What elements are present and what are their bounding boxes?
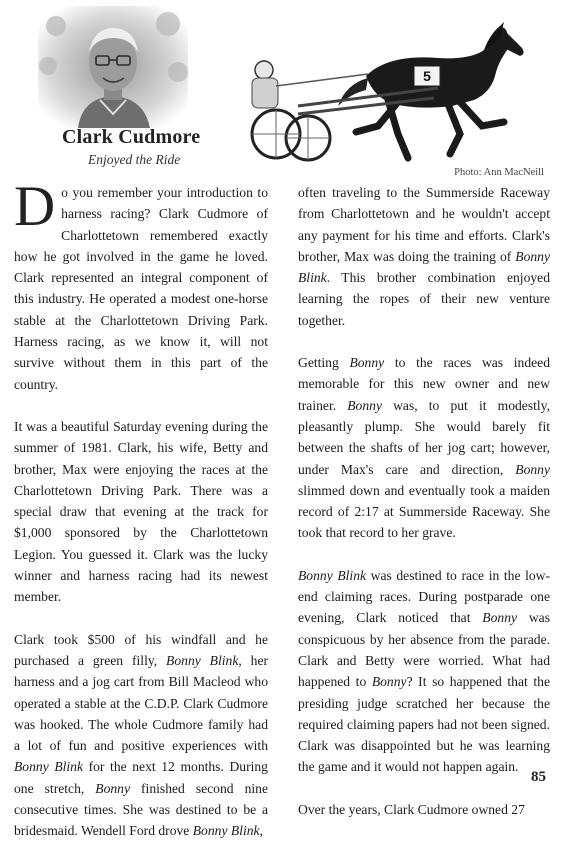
text-run: . This brother combination enjoyed learning the ropes of their new venture together. [298,270,550,328]
paragraph [298,352,550,544]
article-subtitle: Enjoyed the Ride [88,152,181,167]
text-run: ? It so happened that the presiding judge scratched her because the required claiming papers had not been signed. Clark was disappointed but he was learning the game and it would not happen again. [298,674,550,775]
horse-name: Bonny Blink [192,823,260,839]
text-run: often traveling to the Summerside Raceway from Charlottetown and he wouldn't accept any payment for his time and efforts. Clark's brother, Max was doing the training of [298,185,550,264]
horse-sulky-image [238,14,538,174]
text-run: was destined to race in the low-end claiming races. During postparade one evening, Clark noticed that [298,567,550,626]
paragraph [298,182,550,331]
text-run: , [259,823,263,839]
paragraph: It was a beautiful Saturday evening during the summer of 1981. Clark, his wife, Betty and brother, Max were enjoying the races at the Charlottetown Driving Park. There was a special draw that evening at the track for $1,000 sponsored by the Charlottetown Legion. You guessed it. Clark was the lucky winner and harness racing had its newest member. [14,418,268,605]
portrait-image [38,6,188,128]
horse-name: Bonny [349,355,385,371]
left-column [14,175,269,863]
text-run: Clark took $500 of his windfall and he purchased a green filly, [14,631,268,668]
text-run: was conspicuous by her absence from the parade. Clark and Betty were worried. What had happened to [298,610,550,690]
saddle-number: 5 [423,68,431,84]
text-run: Getting [298,355,350,371]
horse-name: Bonny [371,674,407,690]
text-run: to the races was indeed memorable for this new owner and new trainer. [298,355,550,413]
paragraph-text: o you remember your introduction to harness racing? Clark Cudmore of Charlottetown remembered exactly how he got involved in the game he loved. Clark represented an integral component of this industry. He operated a modest one-horse stable at the Charlottetown Driving Park. Harness racing, as we know it, will not survive without them in this part of the country. [14,185,268,392]
photo-credit: Photo: Ann MacNeill [454,167,544,178]
horse-name: Bonny [482,610,518,626]
text-run: was, to put it modestly, pleasantly plump. She would barely fit between the shafts of her jog cart; however, under Max's care and direction, [298,397,550,477]
paragraph [298,565,550,778]
text-run: finished second nine consecutive times. She was destined to be a bridesmaid. Wendell Ford drove [14,780,268,839]
paragraph [14,175,268,395]
paragraph: Over the years, Clark Cudmore owned 27 [298,801,525,817]
paragraph [14,629,268,842]
horse-name: Bonny Blink [298,248,550,286]
horse-name: Bonny Blink [166,652,239,668]
horse-name: Bonny Blink [14,759,84,775]
harness-racing-photo [238,14,538,174]
text-run: , her harness and a jog cart from Bill Macleod who operated a stable at the C.D.P. Clark Cudmore was hooked. The whole Cudmore family had a lot of fun and positive experiences with [14,652,269,754]
page-number: 85 [531,769,546,785]
horse-name: Bonny [515,461,550,477]
text-run: for the next 12 months. During one stretch, [14,759,268,796]
horse-name: Bonny [347,397,382,413]
horse-name: Bonny [95,780,131,796]
portrait-photo [38,6,188,128]
article-title: Clark Cudmore [62,126,201,148]
horse-name: Bonny Blink [298,567,367,583]
right-column [298,182,550,841]
text-run: slimmed down and eventually took a maiden record of 2:17 at Summerside Raceway. She took that record to her grave. [298,482,550,541]
drop-cap: D [14,175,56,238]
